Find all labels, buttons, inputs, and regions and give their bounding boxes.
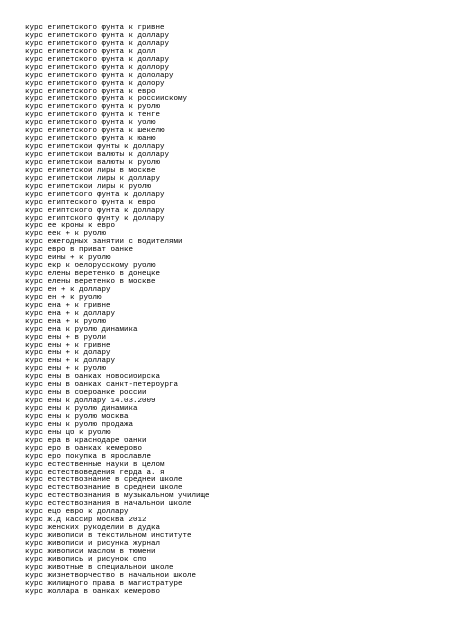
text-line: курс египтеского фунта к евро [25,199,156,207]
text-line: курс египетского фунта к рублю [25,104,161,112]
text-line: курс египтского фунту к доллару [25,215,165,223]
text-line: курс ен + к рублю [25,294,102,302]
text-line: курс живописи в текстильном институте [25,533,192,540]
text-line: курс женских рукоделий в дудка [25,525,161,533]
text-line: курс екр к белорусскому рублю [25,263,156,271]
text-line: курс животные в специальной школе [25,564,174,572]
text-line: курс ены в банках санкт-петербурга [25,382,179,390]
text-line: курс египетского фунта к ублю [25,120,156,128]
text-line: курс ена + к рублю [25,318,107,326]
text-line: курс ера в краснодаре банки [25,437,147,445]
text-line: курс египетского фунта к юаню [25,136,156,144]
text-line: курс египетского фунта к российскому [25,96,188,104]
text-line: курс египетского фунта к долору [25,80,165,88]
text-line: курс живопись и рисунок спб [25,556,147,564]
text-line: курс египетского фунта к евро [25,88,156,96]
text-line: курс египетской лиры к рублю [25,183,152,191]
text-line: курс ены + к долару [25,350,111,358]
text-lines [25,25,435,597]
text-line: курс ены + к рублю [25,366,107,374]
text-line: курс живописи и рисунка журнал [25,540,161,548]
text-line: курс ены + к гривне [25,342,111,350]
text-line: курс египетской лиры к доллару [25,175,161,183]
text-line: курс ецб евро к доллару [25,509,129,517]
text-line: курс египетского фунта к тенге [25,112,161,120]
text-line: курс ены + в рубли [25,334,107,342]
text-line: курс египетской валюты к рублю [25,159,161,167]
text-line: курс ены к рублю москва [25,413,129,421]
text-line: курс жоллара в банках кемерово [25,588,161,596]
text-line: курс египетского фунта к дололару [25,72,174,80]
text-line: курс естествознание в средней школе [25,477,183,485]
text-line: курс естествоведения герда а. я [25,469,165,477]
text-line: курс египетского фунта к доллару [25,40,170,48]
text-line: курс живописи маслом в тюмени [25,548,156,556]
text-line: курс ена к рублю динамика [25,326,138,334]
text-line: курс египетского фунта к доллору [25,64,170,72]
text-line: курс ены цб к рублю [25,429,111,437]
text-line: курс ены к доллару 14.03.2009 [25,398,156,406]
text-line: курс елены веретенко в донецке [25,271,161,279]
text-line: курс египетского фунта к доллару [25,56,170,64]
text-line: курс ена + к доллару [25,310,116,318]
text-line: курс египетского фунта к долл [25,48,156,56]
text-line: курс египетского фунта к доллару [25,32,170,40]
text-line: курс ен + к доллару [25,286,111,294]
text-line: курс египетской фунты к доллару [25,144,165,152]
text-line: курс египетского фунта к шекелю [25,128,165,136]
text-line: курс египетсого фунта к доллару [25,191,165,199]
text-line: курс ейны + к рублю [25,255,111,263]
text-line: курс евро в приват банке [25,247,134,255]
text-line: курс ежегодных занятий с водителями [25,239,183,247]
text-line: курс естествознания в начальной школе [25,501,192,509]
text-line: курс ены + к доллару [25,358,116,366]
text-line: курс еек + к рублю [25,231,107,239]
text-line: курс ее кроны к евро [25,223,116,231]
text-line: курс естествознания в музыкальном училище [25,493,210,501]
text-line: курс ены к рублю продажа [25,421,134,429]
text-line: курс жизнетворчество в начальной школе [25,572,197,580]
text-line: курс египетской валюты к доллару [25,152,170,159]
text-line: курс естествознание в средней школе [25,485,183,493]
text-line: курс египетского фунта к гривне [25,25,165,32]
text-line: курс ены в сбербанке россии [25,390,147,398]
text-line: курс еро в банках кемерово [25,445,143,453]
text-line: курс еро покупка в ярославле [25,453,152,461]
text-line: курс жилищного права в магистратуре [25,580,183,588]
text-line: курс ены в банках новосибирска [25,374,161,382]
text-line: курс ена + к гривне [25,302,111,310]
text-line: курс естественные науки в целом [25,461,165,469]
text-line: курс египтского фунта к доллару [25,207,165,215]
text-line: курс египетской лиры в москве [25,167,156,175]
text-line: курс ены к рублю динамика [25,406,138,413]
text-line: курс ж.д кассир москва 2012 [25,517,147,525]
text-line: курс елены веретенко в москве [25,279,156,286]
